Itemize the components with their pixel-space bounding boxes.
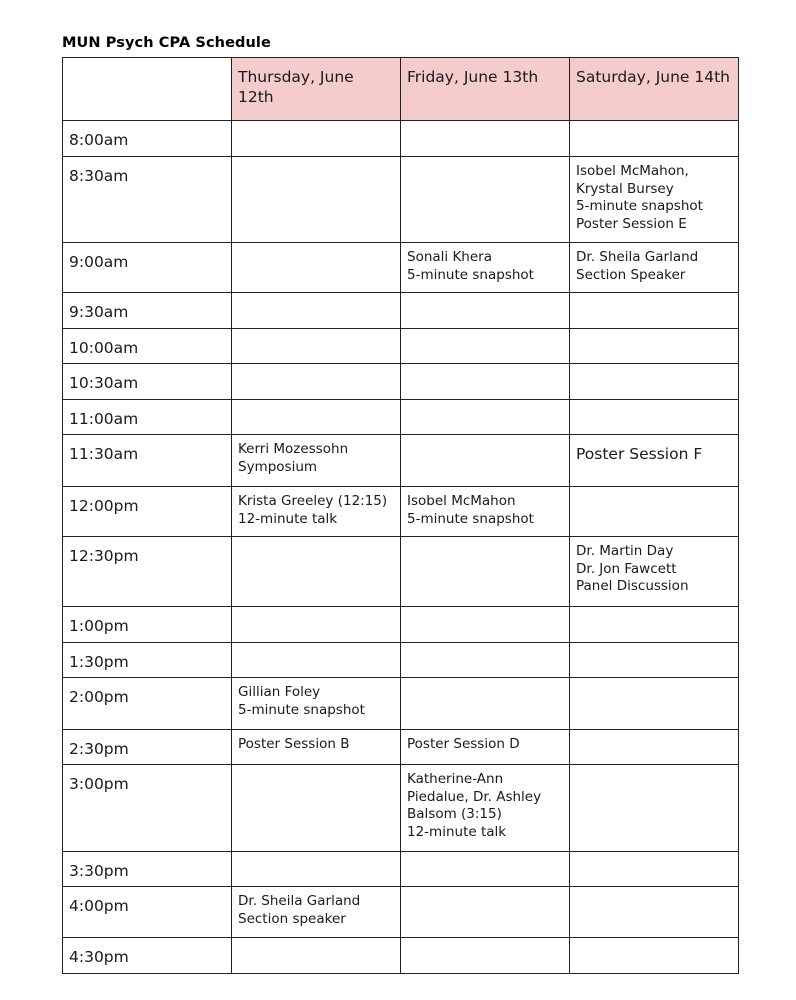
event-cell-saturday (570, 364, 739, 400)
event-cell-thursday (232, 400, 401, 435)
event-line: Balsom (3:15) (407, 806, 502, 822)
event-line: 5-minute snapshot (238, 701, 365, 718)
time-cell: 10:30am (63, 364, 232, 400)
event-line: Katherine-Ann (407, 771, 504, 787)
event-line: Isobel McMahon, (576, 163, 689, 179)
event-cell-saturday (570, 121, 739, 157)
event-cell-thursday (232, 730, 401, 765)
header-row (63, 58, 739, 121)
time-cell: 1:30pm (63, 643, 232, 678)
event-cell-thursday (232, 487, 401, 537)
time-cell: 4:00pm (63, 887, 232, 938)
event-line: Krista Greeley (12:15) (238, 493, 388, 509)
time-cell: 9:00am (63, 243, 232, 293)
time-cell: 12:00pm (63, 487, 232, 537)
table-row (63, 678, 739, 730)
event-cell-saturday (570, 157, 739, 243)
event-cell-friday (401, 852, 570, 887)
event-cell-thursday (232, 537, 401, 607)
event-cell-thursday (232, 765, 401, 852)
event-cell-thursday (232, 938, 401, 974)
event-line: 5-minute snapshot (407, 510, 534, 527)
event-cell-saturday (570, 643, 739, 678)
event-cell-thursday (232, 678, 401, 730)
event-line: Dr. Jon Fawcett (576, 560, 677, 577)
page-title: MUN Psych CPA Schedule (62, 35, 271, 51)
event-cell-saturday (570, 243, 739, 293)
event-line: Poster Session D (407, 736, 520, 752)
event-line: Isobel McMahon (407, 493, 516, 509)
event-cell-saturday (570, 678, 739, 730)
time-cell: 3:30pm (63, 852, 232, 887)
event-cell-friday (401, 435, 570, 487)
event-line: Poster Session B (238, 736, 350, 752)
event-cell-saturday (570, 329, 739, 364)
event-cell-friday (401, 293, 570, 329)
header-cell-thursday (232, 58, 401, 121)
header-cell-friday (401, 58, 570, 121)
event-cell-friday (401, 329, 570, 364)
event-cell-saturday (570, 938, 739, 974)
event-line: Gillian Foley (238, 684, 321, 700)
event-cell-thursday (232, 607, 401, 643)
time-cell: 2:30pm (63, 730, 232, 765)
event-cell-thursday (232, 157, 401, 243)
event-cell-friday (401, 765, 570, 852)
event-line: 12-minute talk (238, 510, 338, 527)
event-cell-thursday (232, 293, 401, 329)
table-row (63, 435, 739, 487)
event-cell-thursday (232, 643, 401, 678)
table-row (63, 537, 739, 607)
header-label: Friday, June 13th (407, 68, 539, 86)
event-line: Dr. Sheila Garland (576, 249, 699, 265)
event-cell-saturday (570, 607, 739, 643)
event-line: Symposium (238, 458, 318, 475)
event-line: Dr. Martin Day (576, 543, 674, 559)
event-cell-saturday (570, 293, 739, 329)
event-cell-saturday (570, 487, 739, 537)
event-cell-friday (401, 537, 570, 607)
table-row (63, 329, 739, 364)
event-line: Poster Session F (576, 445, 703, 463)
event-cell-saturday (570, 400, 739, 435)
event-cell-saturday (570, 537, 739, 607)
time-cell: 2:00pm (63, 678, 232, 730)
event-line: Section speaker (238, 910, 346, 927)
event-cell-friday (401, 938, 570, 974)
event-line: Piedalue, Dr. Ashley (407, 788, 542, 805)
event-cell-thursday (232, 887, 401, 938)
event-line: Dr. Sheila Garland (238, 893, 361, 909)
event-cell-friday (401, 887, 570, 938)
header-label: Saturday, June 14th (576, 68, 731, 86)
time-cell: 9:30am (63, 293, 232, 329)
event-cell-friday (401, 121, 570, 157)
event-cell-thursday (232, 852, 401, 887)
event-line: Panel Discussion (576, 578, 689, 594)
schedule-table (62, 57, 739, 974)
event-cell-friday (401, 643, 570, 678)
event-line: Sonali Khera (407, 249, 492, 265)
time-cell: 10:00am (63, 329, 232, 364)
event-cell-saturday (570, 852, 739, 887)
table-row (63, 607, 739, 643)
event-cell-friday (401, 157, 570, 243)
event-cell-saturday (570, 730, 739, 765)
event-cell-thursday (232, 364, 401, 400)
event-cell-thursday (232, 435, 401, 487)
header-cell-blank (63, 58, 232, 121)
table-row (63, 157, 739, 243)
table-row (63, 400, 739, 435)
time-cell: 4:30pm (63, 938, 232, 974)
time-cell: 11:00am (63, 400, 232, 435)
table-row (63, 364, 739, 400)
event-cell-friday (401, 678, 570, 730)
event-line: 5-minute snapshot (407, 266, 534, 283)
event-cell-saturday (570, 435, 739, 487)
event-line: 5-minute snapshot (576, 198, 703, 214)
event-cell-thursday (232, 329, 401, 364)
event-cell-thursday (232, 243, 401, 293)
header-label: Thursday, June 12th (238, 68, 354, 106)
event-cell-saturday (570, 765, 739, 852)
event-cell-friday (401, 364, 570, 400)
table-row (63, 765, 739, 852)
time-cell: 12:30pm (63, 537, 232, 607)
table-row (63, 643, 739, 678)
table-row (63, 938, 739, 974)
table-row (63, 121, 739, 157)
time-cell: 8:00am (63, 121, 232, 157)
time-cell: 11:30am (63, 435, 232, 487)
time-cell: 1:00pm (63, 607, 232, 643)
event-cell-thursday (232, 121, 401, 157)
header-cell-saturday (570, 58, 739, 121)
event-line: Poster Session E (576, 215, 687, 232)
event-cell-friday (401, 487, 570, 537)
table-row (63, 852, 739, 887)
table-row (63, 243, 739, 293)
event-cell-saturday (570, 887, 739, 938)
table-row (63, 293, 739, 329)
table-row (63, 487, 739, 537)
event-cell-friday (401, 400, 570, 435)
event-cell-friday (401, 607, 570, 643)
event-line: 12-minute talk (407, 823, 507, 840)
event-line: Kerri Mozessohn (238, 441, 349, 457)
event-cell-friday (401, 243, 570, 293)
event-line: Section Speaker (576, 266, 686, 283)
table-row (63, 887, 739, 938)
event-line: Krystal Bursey (576, 180, 674, 197)
event-cell-friday (401, 730, 570, 765)
time-cell: 3:00pm (63, 765, 232, 852)
time-cell: 8:30am (63, 157, 232, 243)
table-row (63, 730, 739, 765)
